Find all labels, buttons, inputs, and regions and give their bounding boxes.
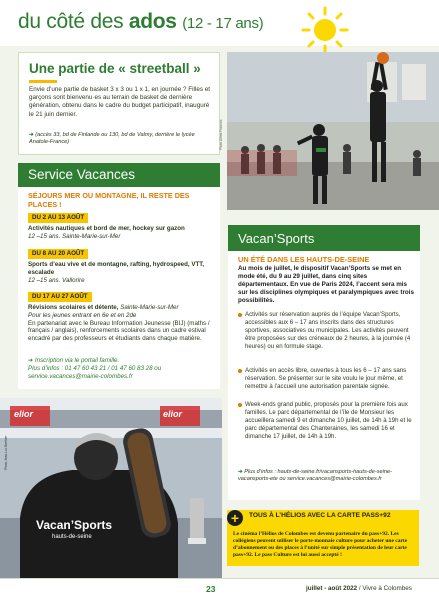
title-underline — [29, 80, 57, 83]
vacansports-header — [228, 225, 420, 251]
streetball-text: Envie d’une partie de basket 3 x 3 ou 1 x 1, en journée ? Filles et garçons sont bienvenu·es au terrain de basket de dernière génération, obtenu dans le cadre du budget participatif, inauguré le 21 juin dernier. — [29, 86, 210, 118]
list-item: Week-ends grand public, proposés pour la première fois aux familles. Le parc départemental de l’île de Monsieur les accueillera samedi 9 et dimanche 10 juillet, de 14h à 19h et le parc départemental des Chanteraines, les samedi 16 et dimanche 17 juillet, de 14h à 19h. — [238, 401, 416, 441]
service-vacances-subtitle: SÉJOURS MER OU MONTAGNE, IL RESTE DES PLACES ! — [28, 191, 190, 210]
page-title — [18, 10, 263, 34]
basketball-photo — [227, 52, 439, 210]
photo-credit: Photo Alfred Francois — [219, 119, 223, 150]
stay-description: Révisions scolaires et détente, Sainte-Marie-sur-Mer Pour les jeunes entrant en 6e et en 2de En partenariat avec le Bureau Information Jeunesse (BIJ) (maths / français / anglais), renforcements scolaires dans un cadre estival encadré par des professeurs et étudiants dans chaque matière. — [28, 304, 210, 343]
vacansports-box — [228, 225, 420, 500]
skateboard-photo — [0, 398, 222, 578]
sun-icon — [296, 6, 354, 56]
shirt-sub: hauts-de-seine — [52, 534, 92, 540]
list-item: Activités sur réservation auprès de l’équipe Vacan’Sports, accessibles aux 6 – 17 ans inscrits dans des structures sportives, associatives ou municipales. Les activités peuvent être proposées sur des créneaux de 2 heures, à la journée (4 heures) ou en formule stage. — [238, 311, 416, 351]
date-badge: DU 2 AU 13 AOÛT — [28, 213, 88, 223]
streetball-address: ➔ (accès 33, bd de Finlande ou 130, bd de Valmy, derrière le lycée Anatole-France) — [29, 132, 195, 146]
arrow-icon: ➔ — [238, 469, 245, 475]
date-badge: DU 17 AU 27 AOÛT — [28, 292, 92, 302]
helios-text: Le cinéma l’Hélios de Colombes est devenu partenaire du pass+92. Les collégiens peuvent utiliser le porte-monnaie culture pour acheter une carte d’abonnement ou des places à l’unité sur simple présentation de leur carte pass+92. Le pass Culture est lui aussi accepté ! — [233, 531, 408, 558]
title-ages: (12 - 17 ans) — [182, 15, 264, 32]
date-badge: DU 8 AU 20 AOÛT — [28, 249, 88, 259]
banner-text: elior — [163, 409, 183, 419]
arrow-icon: ➔ — [29, 132, 36, 138]
vacansports-info: ➔ Plus d’infos : hauts-de-seine.fr/vacansports-hauts-de-seine-vacansports-ete ou service.vacances@mairie-colombes.fr — [238, 469, 392, 483]
photo-credit: Photo Jean-Luc Berthier — [4, 435, 8, 470]
streetball-box — [18, 52, 220, 155]
page-header — [0, 0, 439, 46]
helios-title: TOUS À L’HÉLIOS AVEC LA CARTE PASS+92 — [249, 512, 391, 519]
page-number: 23 — [206, 584, 216, 594]
streetball-title: Une partie de « streetball » — [29, 61, 201, 76]
vacansports-title: Vacan’Sports — [238, 231, 315, 246]
title-bold: ados — [128, 10, 177, 33]
arrow-icon: ➔ — [28, 357, 35, 364]
list-item: Activités en accès libre, ouvertes à tous les 6 – 17 ans sans réservation. Se présenter sur le site voulu le jour même, et remettre à l’accueil une autorisation parentale signée. — [238, 367, 416, 391]
plus-icon: + — [227, 510, 243, 526]
stay-description: Sports d’eau vive et de montagne, rafting, hydrospeed, VTT, escalade 12 –15 ans. Vallorire — [28, 261, 205, 284]
vacansports-subtitle: UN ÉTÉ DANS LES HAUTS-DE-SEINE — [238, 255, 370, 264]
inscription-note: ➔ Inscription via le portail famille. Plus d’infos : 01 47 60 43 21 / 01 47 60 83 28 ou service.vacances@mairie-colombes.fr — [28, 357, 162, 380]
vacansports-intro: Au mois de juillet, le dispositif Vacan’Sports se met en mode été, du 9 au 29 juillet, dans cinq sites départementaux. En vue de Paris 2024, l’accent sera mis sur les disciplines olympiques et paralympiques avec trois possibilités. — [238, 265, 415, 305]
stay-description: Activités nautiques et bord de mer, hockey sur gazon 12 –15 ans. Sainte-Marie-sur-Mer — [28, 225, 185, 240]
basketball-players-illustration — [227, 52, 439, 210]
shirt-logo: Vacan’Sports — [36, 518, 113, 532]
title-light: du côté des — [18, 10, 124, 33]
service-vacances-box — [18, 163, 220, 389]
service-vacances-title: Service Vacances — [28, 167, 136, 182]
service-vacances-header — [18, 163, 220, 187]
issue-label: juillet - août 2022 / Vivre à Colombes — [306, 585, 412, 592]
helios-box — [227, 510, 419, 566]
skateboard-illustration — [0, 398, 222, 578]
banner-text: elior — [14, 409, 34, 419]
page-footer — [0, 578, 439, 600]
